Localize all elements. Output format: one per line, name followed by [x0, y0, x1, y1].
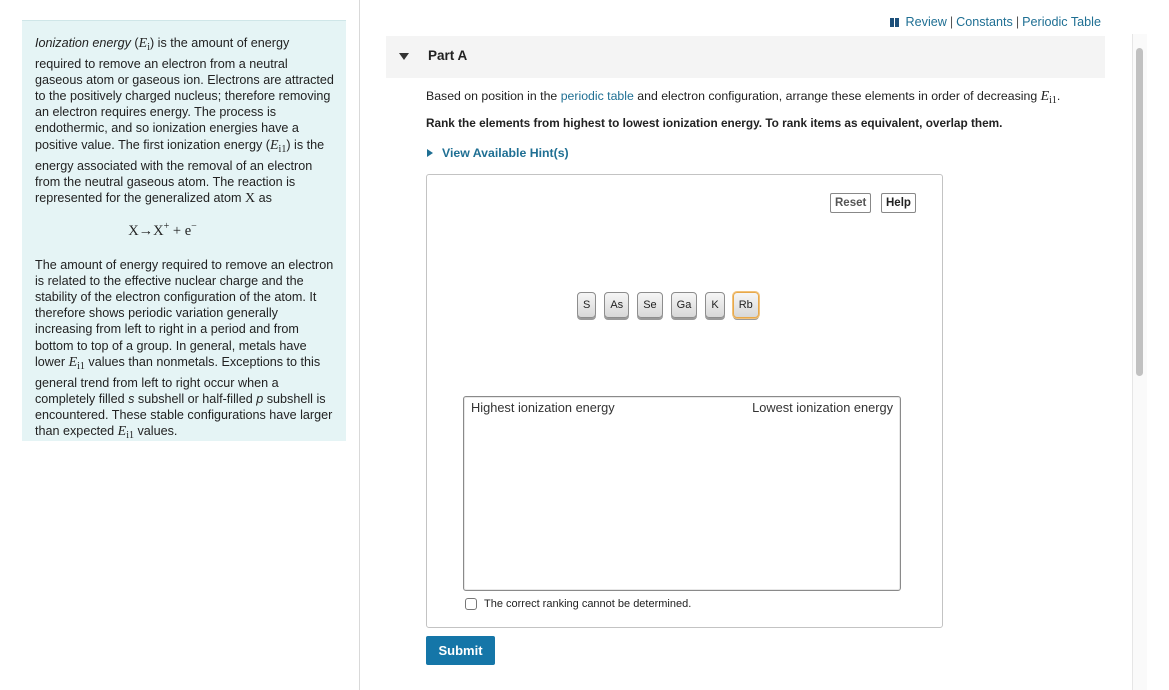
paren: ) [149, 36, 155, 50]
ei-symbol-letter: E [138, 36, 148, 51]
atom-x-symbol: X [245, 190, 256, 206]
lowest-label: Lowest ionization energy [752, 400, 893, 415]
element-tile[interactable]: K [705, 292, 724, 318]
view-hints-link[interactable] [427, 146, 569, 160]
submit-button[interactable]: Submit [426, 636, 495, 665]
intro-text: subshell is encountered. These stable configurations have larger than expected [35, 391, 333, 438]
ei1-symbol [1041, 89, 1057, 104]
element-tile-selected[interactable]: Rb [733, 292, 759, 318]
intro-paragraph-2 [35, 257, 334, 444]
paren: ( [134, 36, 139, 50]
paren: ( [265, 137, 270, 152]
intro-text: as [255, 190, 272, 205]
subshell-p: p [256, 391, 264, 406]
ei1-symbol-letter: E [269, 137, 279, 153]
ranking-instruction: Rank the elements from highest to lowest ionization energy. To rank items as equivalent, overlap them. [426, 116, 1003, 130]
reset-button[interactable]: Reset [830, 193, 871, 213]
periodic-table-link[interactable]: Periodic Table [1022, 15, 1101, 29]
question-end: . [1056, 89, 1061, 103]
intro-text: subshell or half-filled [134, 391, 257, 406]
panel-divider [359, 0, 360, 690]
ei1-symbol [118, 424, 134, 439]
cannot-determine-checkbox[interactable] [465, 598, 477, 610]
reaction-rhs: X [153, 222, 164, 239]
review-link[interactable]: Review [905, 15, 947, 29]
collapse-caret-icon[interactable] [399, 53, 409, 60]
hint-label: View Available Hint(s) [442, 146, 569, 160]
reaction-charge: + [163, 220, 170, 232]
expand-caret-icon [427, 149, 433, 157]
ei1-symbol [270, 138, 286, 153]
part-a-header[interactable] [386, 36, 1105, 78]
ei1-symbol-sub: i1 [77, 360, 85, 372]
ei1-symbol-sub: i1 [1049, 95, 1057, 106]
highest-label: Highest ionization energy [471, 400, 615, 415]
intro-text: values. [133, 423, 178, 438]
question-suffix: and electron configuration, arrange these elements in order of decreasing [633, 89, 1041, 103]
reaction-electron: + e [169, 222, 192, 239]
element-tile[interactable]: As [604, 292, 629, 318]
element-tile[interactable]: Se [637, 292, 662, 318]
element-tile[interactable]: Ga [671, 292, 698, 318]
resource-links [890, 15, 1101, 29]
reaction-arrow: → [138, 222, 154, 239]
ei-symbol-sub: i [147, 42, 150, 53]
intro-text: The amount of energy required to remove an electron is related to the effective nuclear charge and the stability of the electron configuration of the atom. It therefore shows periodic variation generally increasing from left to right in a period and from bottom to top of a group. In general, metals have lower [35, 258, 334, 369]
cannot-determine-label: The correct ranking cannot be determined. [484, 598, 692, 610]
ei1-symbol-letter: E [117, 423, 127, 439]
review-bars-icon [890, 18, 899, 27]
ei1-symbol-letter: E [1040, 89, 1050, 104]
ionization-reaction-equation [35, 219, 334, 239]
part-title: Part A [428, 48, 468, 63]
ranking-drop-zone[interactable] [463, 396, 901, 591]
ranking-widget [426, 174, 943, 628]
reaction-lhs: X [128, 222, 139, 239]
intro-text: is the energy associated with the removal of an electron from the neutral gaseous atom. The reaction is represented for the generalized atom [35, 137, 325, 205]
ei1-symbol-letter: E [68, 354, 78, 370]
link-separator: | [949, 15, 954, 29]
intro-paragraph-1 [35, 35, 334, 207]
help-button[interactable]: Help [881, 193, 916, 213]
element-tiles [577, 292, 759, 318]
ei1-symbol [69, 355, 85, 370]
scrollbar-thumb[interactable] [1136, 48, 1143, 376]
intro-panel [22, 20, 346, 441]
cannot-determine-option[interactable] [465, 598, 691, 610]
intro-text: is the amount of energy required to remove an electron from a neutral gaseous atom or gaseous ion. Electrons are attracted to the positively charged nucleus; therefore removing an electron requires energy. The process is endothermic, and so ionization energies have a positive value. The first ionization energy [35, 36, 334, 152]
element-tile[interactable]: S [577, 292, 596, 318]
constants-link[interactable]: Constants [956, 15, 1013, 29]
question-text [426, 89, 1060, 106]
link-separator: | [1015, 15, 1020, 29]
ei-symbol [139, 36, 150, 51]
electron-charge: − [191, 220, 197, 232]
subshell-s: s [128, 391, 135, 406]
question-prefix: Based on position in the [426, 89, 561, 103]
ei1-symbol-sub: i1 [278, 143, 287, 155]
paren: ) [286, 137, 291, 152]
ei1-symbol-sub: i1 [126, 429, 134, 441]
ionization-energy-term: Ionization energy [35, 36, 131, 50]
periodic-table-inline-link[interactable]: periodic table [560, 89, 634, 103]
intro-text: values than nonmetals. Exceptions to this general trend from left to right occur when a completely filled [35, 354, 321, 406]
